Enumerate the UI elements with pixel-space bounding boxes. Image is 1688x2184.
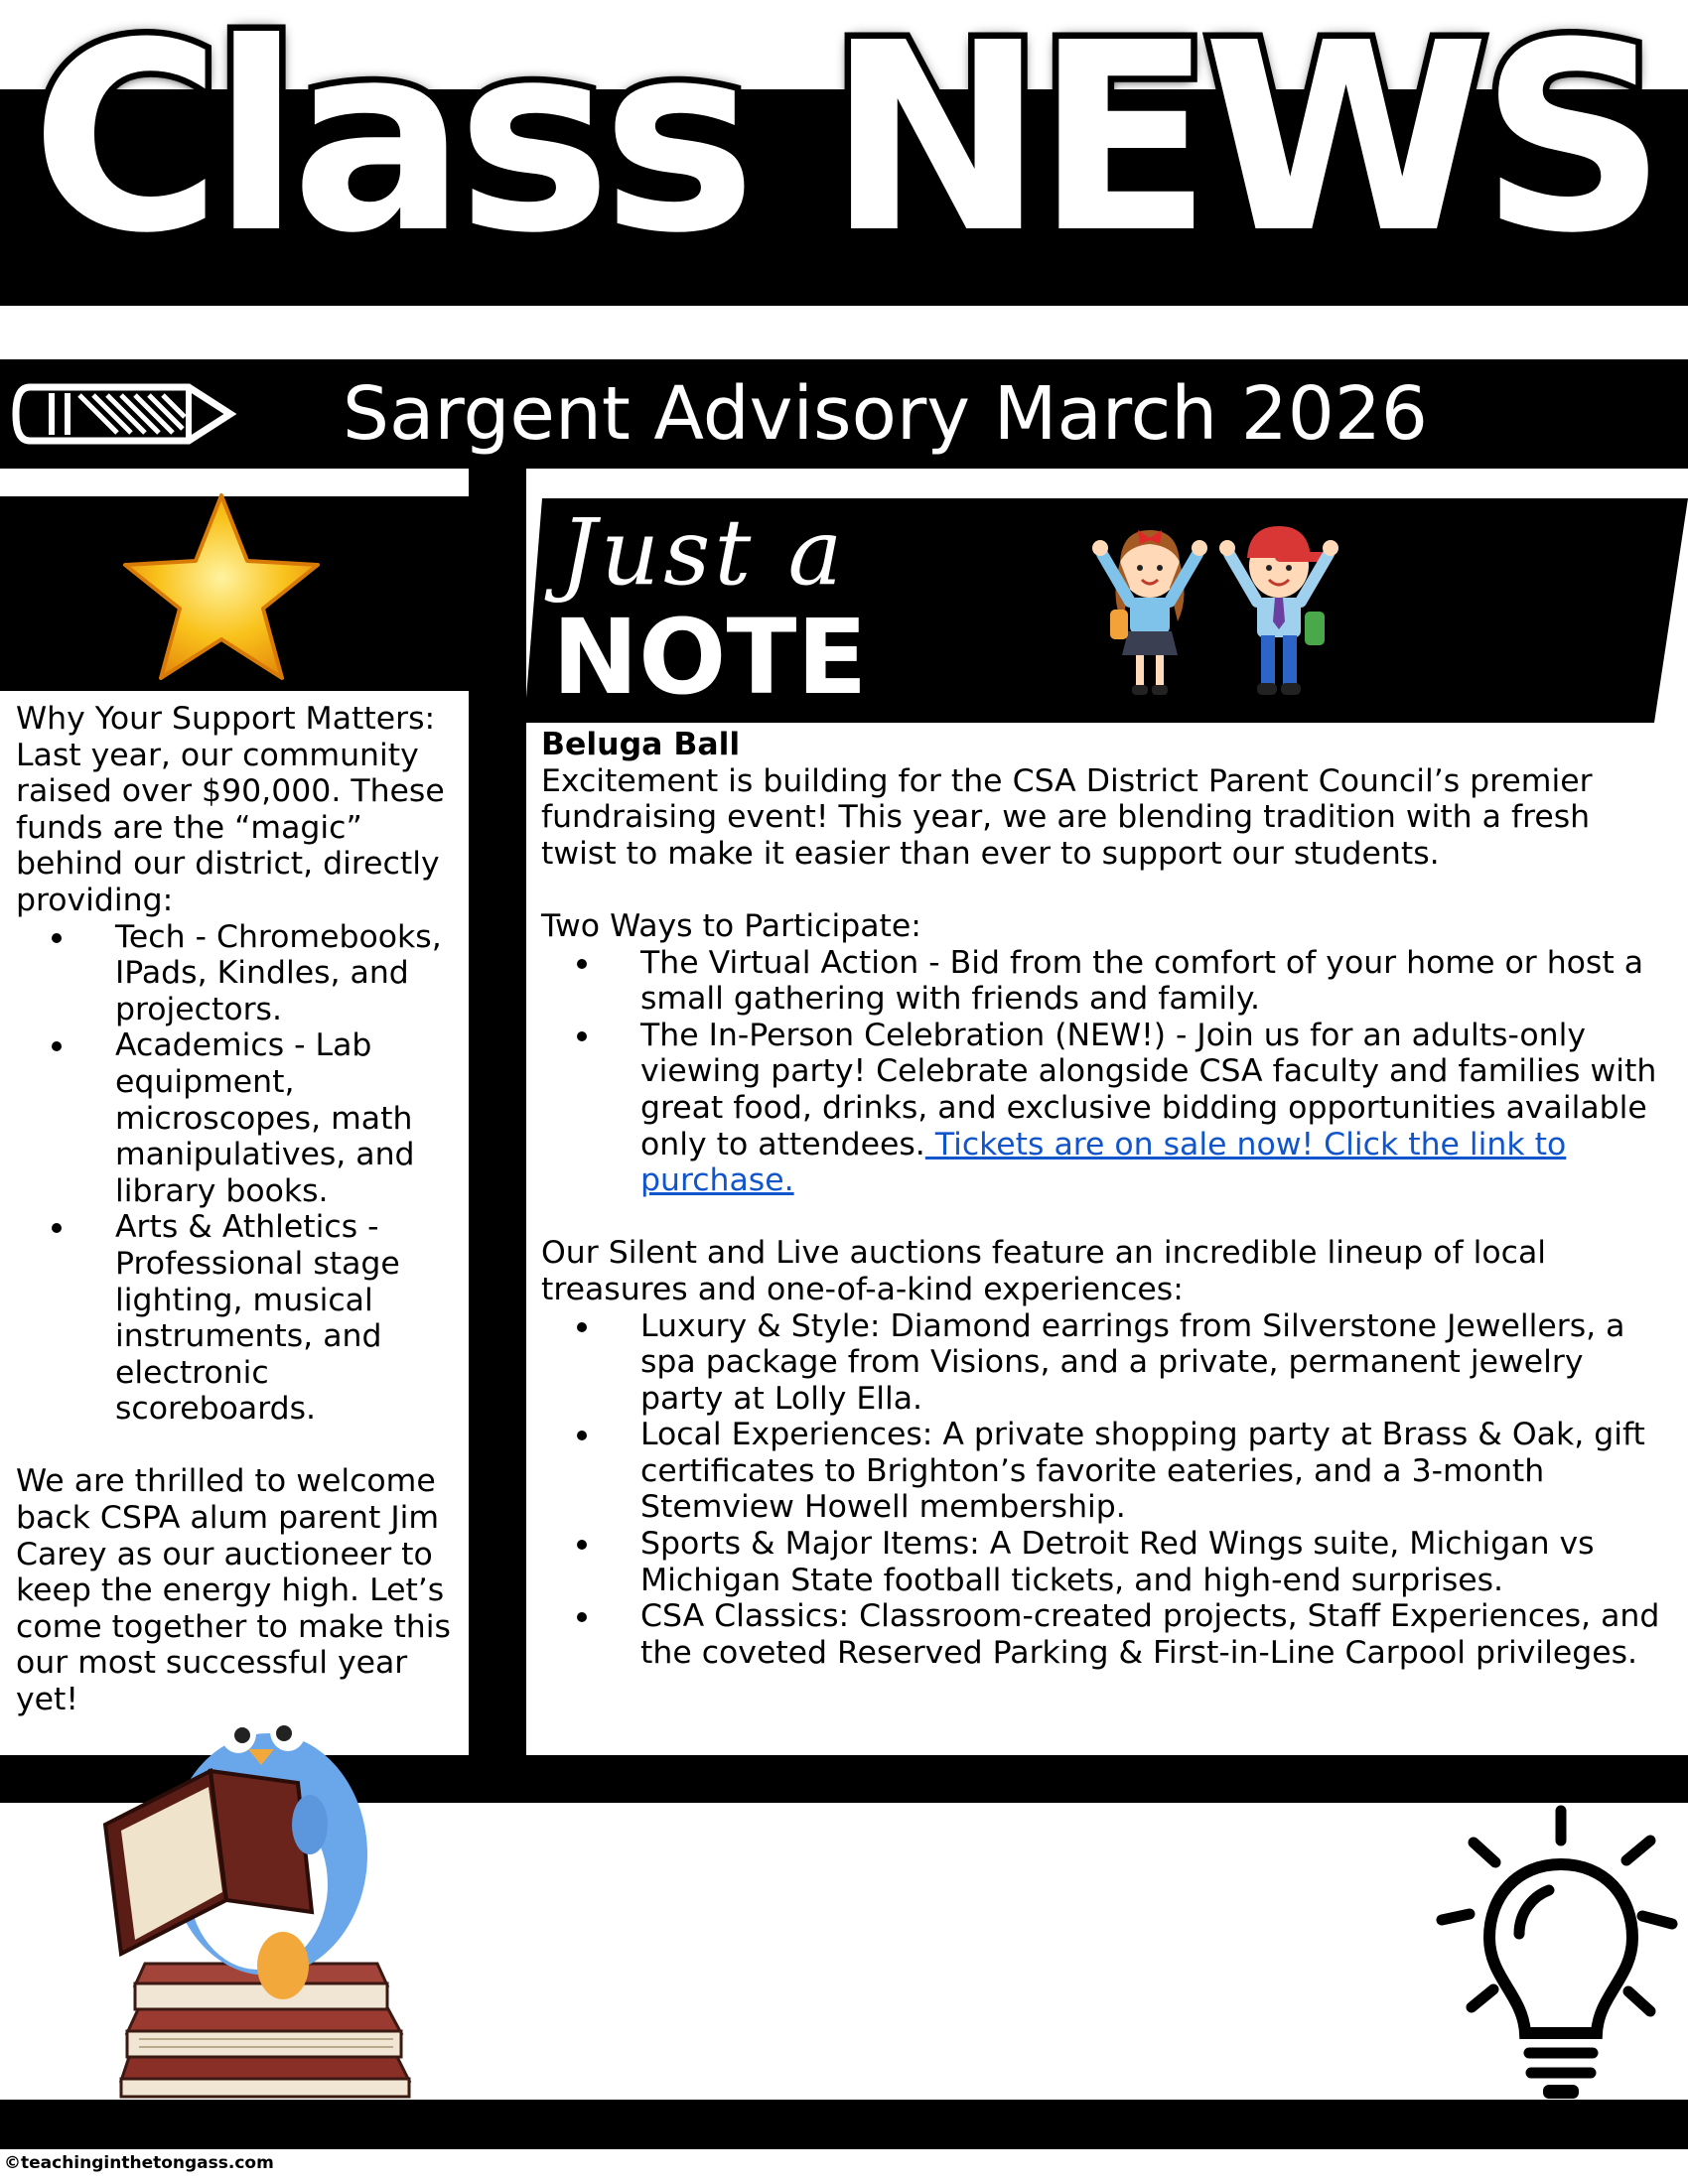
penguin-reading-illustration — [99, 1706, 437, 2103]
list-item: Arts & Athletics - Professional stage lighting, musical instruments, and electronic scoreboards. — [115, 1209, 453, 1428]
auctions-intro: Our Silent and Live auctions feature an incredible lineup of local treasures and one-of-a-kind experiences: — [541, 1235, 1547, 1307]
column-divider — [469, 469, 526, 1759]
pencil-icon — [10, 379, 238, 453]
list-item: The Virtual Action - Bid from the comfort of your home or host a small gathering with friends and family. — [640, 945, 1663, 1018]
auctioneer-text: We are thrilled to welcome back CSPA alum parent Jim Carey as our auctioneer to keep the energy high. Let’s come together to make this our most successful year yet! — [16, 1463, 451, 1718]
section-heading: Beluga Ball — [541, 727, 741, 762]
event-intro: Excitement is building for the CSA District Parent Council’s premier fundraising event! This year, we are blending tradition with a fresh twist to make it easier than ever to support our students. — [541, 762, 1593, 872]
lightbulb-icon — [1430, 1803, 1678, 2105]
list-item: CSA Classics: Classroom-created projects, Staff Experiences, and the coveted Reserved Parking & First-in-Line Carpool privileges. — [640, 1598, 1663, 1671]
star-icon — [117, 489, 326, 688]
list-item: Academics - Lab equipment, microscopes, math manipulatives, and library books. — [115, 1027, 453, 1209]
list-item: Tech - Chromebooks, IPads, Kindles, and projectors. — [115, 919, 453, 1028]
support-intro: Why Your Support Matters: Last year, our community raised over $90,000. These funds are the “magic” behind our district, directly providing: — [16, 701, 445, 918]
note-banner-line1: Just a — [560, 499, 847, 606]
footer-band — [0, 2100, 1688, 2149]
copyright-text: ©teachinginthetongass.com — [4, 2153, 274, 2173]
list-item: Local Experiences: A private shopping party at Brass & Oak, gift certificates to Brighton’s favorite eateries, and a 3-month Stemview Howell membership. — [640, 1417, 1663, 1526]
kids-illustration — [1080, 518, 1358, 709]
list-item: Sports & Major Items: A Detroit Red Wings suite, Michigan vs Michigan State football tickets, and high-end surprises. — [640, 1526, 1663, 1598]
list-item: Luxury & Style: Diamond earrings from Silverstone Jewellers, a spa package from Visions, and a private, permanent jewelry party at Lolly Ella. — [640, 1308, 1663, 1418]
list-item-text: The In-Person Celebration (NEW!) - Join us for an adults-only viewing party! Celebrate alongside CSA faculty and families with great food, drinks, and exclusive bidding opportunities available only to attendees. — [640, 1017, 1657, 1162]
note-banner-line2: NOTE — [552, 597, 868, 718]
ways-title: Two Ways to Participate: — [541, 907, 921, 944]
support-section — [16, 701, 453, 1718]
list-item — [640, 1018, 1663, 1199]
beluga-ball-section — [541, 727, 1663, 1671]
tickets-link[interactable]: Tickets are on sale now! Click the link to purchase. — [640, 1126, 1567, 1199]
auction-list — [541, 1308, 1663, 1672]
newsletter-title: Class NEWS — [31, 0, 1657, 290]
support-list — [16, 919, 453, 1428]
ways-list — [541, 945, 1663, 1199]
newsletter-subtitle: Sargent Advisory March 2026 — [343, 371, 1429, 457]
